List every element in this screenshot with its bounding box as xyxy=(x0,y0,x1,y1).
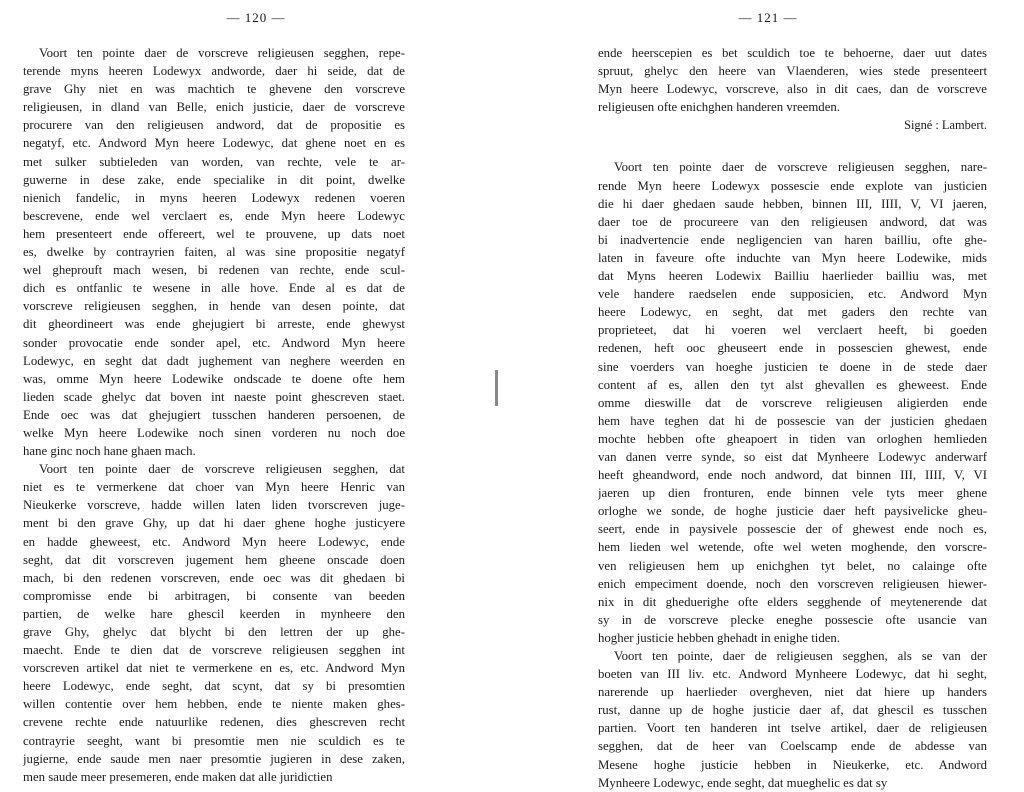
text-line: Voort ten pointe daer de vorscreve religieusen segghen, dat xyxy=(39,462,405,477)
text-line: welke Myn heere Lodewike noch sinen vorderen nu noch doe xyxy=(23,425,405,440)
text-line: boeten van III liv. etc. Andword Mynheere Lodewyc, dat hi seght, xyxy=(598,667,987,682)
text-line: hem have teghen dat hi de possescie van der justicien ghedaen xyxy=(598,413,987,428)
text-line: heeft gheandword, ende noch andword, dat binnen III, IIII, V, VI xyxy=(598,468,987,483)
text-line: religieusen, in dland van Belle, enich justicie, daer de vorscreve xyxy=(23,100,405,115)
text-line: ven religieusen hem up enichghen tyt belet, no calainge ofte xyxy=(598,558,987,573)
text-line: laten in faveure ofte induchte van Myn heere Lodewike, mids xyxy=(598,250,987,265)
text-line: partien, de welke hare ghescil keerden in mynheere den xyxy=(23,606,405,621)
text-line: es, dwelke by contrayrien faiten, al was sine propositie negatyf xyxy=(23,245,405,260)
text-line: Nieukerke vorscreve, hadde willen laten liden tvorscreven juge- xyxy=(23,498,405,513)
text-line: rende Myn heere Lodewyx possescie ende explote van justicien xyxy=(598,178,987,193)
text-line: Mynheere Lodewyc, ende seght, dat mueghelic es dat sy xyxy=(598,775,888,790)
text-line: hogher justicie hebben ghehadt in enighe tiden. xyxy=(598,630,841,645)
text-line: sy in de vorscreve plecke eneghe possescie ofte usancie van xyxy=(598,612,987,627)
text-line: guwerne in dese zake, ende specialike in dit point, dwelke xyxy=(23,172,405,187)
text-line: sonder provocatie ende sonder apel, etc. Andword Myn heere xyxy=(23,335,405,350)
text-line: procurere van den religieusen andword, dat de propositie es xyxy=(23,118,405,133)
text-line: terende myns heeren Lodewyx andworde, daer hi seide, dat de xyxy=(23,64,405,79)
right-page-text xyxy=(598,44,987,792)
text-line: orloghe we sonde, de hoghe justicie daer heft paysivelicke gheu- xyxy=(598,504,987,519)
text-line: niet es te vermerkene dat choer van Myn heere Henric van xyxy=(23,480,405,495)
text-line: Voort ten pointe daer de vorscreve religieusen segghen, repe- xyxy=(39,46,405,60)
text-line: compromisse ende bi arbitragen, bi consente van beeden xyxy=(23,588,405,603)
text-line: segghen, dat de heer van Coelscamp ende de abdesse van xyxy=(598,739,987,754)
text-line: spruut, ghelyc den heere van Vlaenderen, wies stede presenteert xyxy=(598,64,987,79)
text-line: grave Ghy, ghelyc dat blycht bi den lettren der up ghe- xyxy=(23,625,405,639)
text-line: hane ginc noch hane ghaen mach. xyxy=(23,444,196,459)
text-line: dat Myns heeren Lodewix Bailliu haerlieder bailliu was, met xyxy=(598,269,987,284)
signature: Signé : Lambert. xyxy=(904,118,987,133)
text-line: Lodewyc, en seght dat dadt jughement van neghere weerden en xyxy=(23,353,405,368)
text-line: content af es, allen den tyt alst ghevallen es gheweest. Ende xyxy=(598,377,987,392)
text-line: seght, dat dit vorscreven jugement hem gheene onscade doen xyxy=(23,552,405,567)
text-line: bescrevene, ende wel verclaert es, ende Myn heere Lodewyc xyxy=(23,208,405,223)
page-number: — 121 — xyxy=(738,10,798,25)
text-line: nienich fandelic, in myns heeren Lodewyx redenen voeren xyxy=(23,190,405,205)
text-line: willen contentie over hem hebben, ende te niente maken ghes- xyxy=(23,697,405,712)
text-line: Voort ten pointe daer de vorscreve religieusen segghen, nare- xyxy=(614,160,987,175)
text-line: omme dieswille dat de vorscreve religieusen aligierden ende xyxy=(598,395,987,410)
text-line: jaeren up dien fronturen, ende binnen vele tyts meer ghene xyxy=(598,486,987,501)
text-line: redenen, heft ooc gheuseert ende in possescien ghewest, ende xyxy=(598,341,987,356)
text-line: nix in dit gheduerighe ofte elders segghende of meytenerende dat xyxy=(598,594,987,609)
left-page-text xyxy=(23,44,405,786)
gutter-mark xyxy=(495,370,498,406)
text-line: maecht. Ende te dien dat de vorscreve religieusen segghen int xyxy=(23,643,405,658)
text-line: contrayrie seeght, want bi presomtie men nie sculdich es te xyxy=(23,733,405,748)
text-line: wel gheprouft mach wesen, bi redenen van rechte, ende scul- xyxy=(23,263,405,278)
text-line: en hadde gheweest, etc. Andword Myn heere Lodewyc, ende xyxy=(23,534,405,549)
text-line: heere Lodewyc, ende seght, dat scynt, dat sy bi presomtien xyxy=(23,679,405,694)
text-line: die hi daer ghedaen saude hebben, binnen III, IIII, V, VI jaeren, xyxy=(598,196,987,211)
text-line: mochte hebben ofte gheapoert in tiden van orloghen hemlieden xyxy=(598,431,987,446)
text-line: crevene rechte ende natuurlike redenen, dies ghescreven recht xyxy=(23,715,405,730)
right-page xyxy=(512,0,1024,790)
text-line: Mesene hoghe justicie hebben in Nieukerke, etc. Andword xyxy=(598,757,987,772)
text-line: daer toe de procureere van den religieusen andword, dat was xyxy=(598,214,987,229)
text-line: Voort ten pointe, daer de religieusen segghen, als se van der xyxy=(614,649,987,663)
text-line: sine voerders van hoeghe justicien te doene in de stede daer xyxy=(598,359,987,374)
text-line: seert, ende in paysivele possescie der of ghewest ende noch es, xyxy=(598,522,987,537)
text-line: bi inadvertencie ende negligencien van haren bailliu, ofte ghe- xyxy=(598,232,987,247)
text-line: negatyf, etc. Andword Myn heere Lodewyc, dat ghene noet en es xyxy=(23,136,405,151)
left-page xyxy=(0,0,512,784)
text-line: was, omme Myn heere Lodewike ondscade te doene ofte hem xyxy=(23,371,405,386)
text-line: enich empeciment doende, noch den vorscreven religieusen hiewer- xyxy=(598,576,987,591)
text-line: vele handere raedselen ende supposicien, etc. Andword Myn xyxy=(598,287,987,302)
text-line: dich es ontfanlic te wesene in alle hove. Ende al es dat de xyxy=(23,281,405,296)
text-line: heere Lodewyc, en seght, dat met gaders den rechte van xyxy=(598,305,987,320)
text-line: lieden scade ghelyc dat boven int naeste point ghescreven staet. xyxy=(23,389,405,404)
text-line: vorscreve religieusen segghen, in hende van desen pointe, dat xyxy=(23,299,405,314)
text-line: dit gheordineert was ende ghejugiert bi arreste, ende ghewyst xyxy=(23,317,405,332)
text-line: partien. Voort ten handeren int tselve artikel, daer de religieusen xyxy=(598,721,987,736)
text-line: grave Ghy niet en was machtich te ghevene den vorscreve xyxy=(23,82,405,97)
page-number: — 120 — xyxy=(226,10,286,25)
text-line: met sulker subtieleden van worden, van rechte, vele te ar- xyxy=(23,154,405,169)
text-line: religieusen ofte enichghen handeren vreemden. xyxy=(598,100,840,115)
text-line: hem lieden wel wetende, ofte wel weten moghende, den vorscre- xyxy=(598,540,987,555)
text-line: vorscreven artikel dat niet te vermerkene en es, etc. Andword Myn xyxy=(23,661,405,676)
text-line: Myn heere Lodewyc, vorscreve, also in dit caes, dan de vorscreve xyxy=(598,82,987,97)
text-line: ment bi den grave Ghy, up dat hi daer ghene hoghe justicyere xyxy=(23,516,405,531)
text-line: hem presenteert ende offereert, wel te prouvene, up dats noet xyxy=(23,226,405,241)
text-line: van danen verre synde, so eist dat Mynheere Lodewyc anderwarf xyxy=(598,449,987,464)
text-line: ende heerscepien es bet sculdich toe te behoerne, daer uut dates xyxy=(598,46,987,60)
text-line: mach, bi den redenen vorscreven, ende oec was dit ghedaen bi xyxy=(23,570,405,585)
text-line: Ende oec was dat ghejugiert tusschen handeren persoenen, de xyxy=(23,407,405,422)
text-line: proprieteet, dat hi voeren wel verclaert heeft, bi goeden xyxy=(598,323,987,338)
text-line: jugierne, ende saude men naer presomtie jugieren in dese zaken, xyxy=(23,751,405,766)
text-line: narerende up haerlieder overgheven, niet dat hiere up handers xyxy=(598,685,987,700)
text-line: rust, danne up de hoghe justicie daer af, dat ghescil es tusschen xyxy=(598,703,987,718)
text-line: men saude meer presemeren, ende maken dat alle juridictien xyxy=(23,769,333,784)
